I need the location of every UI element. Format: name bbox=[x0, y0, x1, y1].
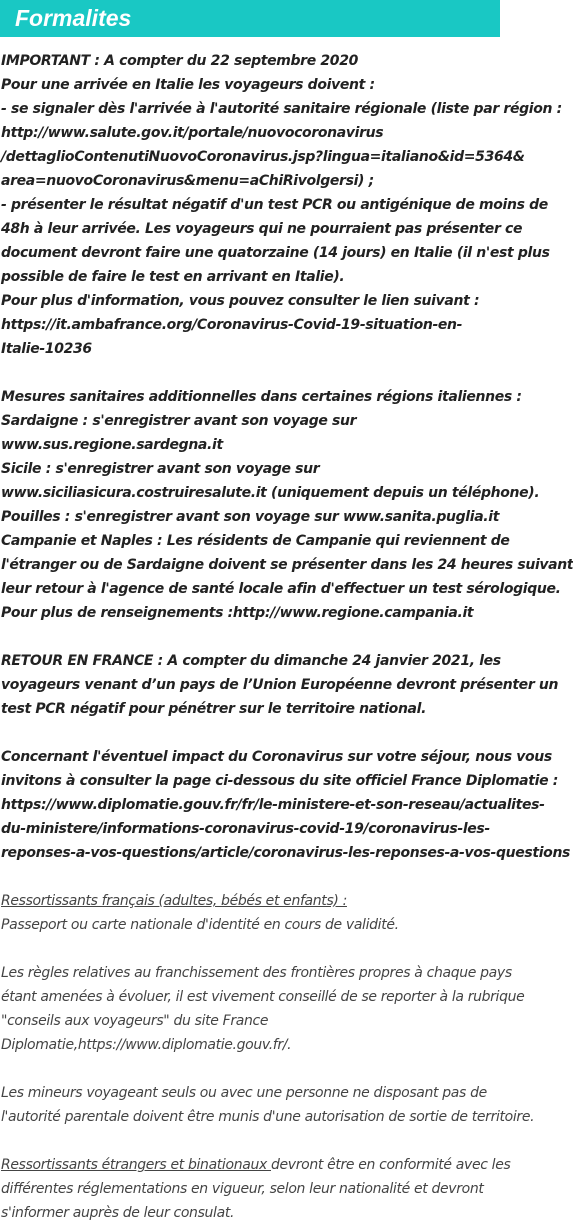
text-line: Mesures sanitaires additionnelles dans certaines régions italiennes : bbox=[1, 389, 522, 405]
french-nationals-block bbox=[1, 889, 500, 937]
text-line: l'autorité parentale doivent être munis d'une autorisation de sortie de territoire. bbox=[1, 1109, 535, 1125]
text-line: Diplomatie,https://www.diplomatie.gouv.fr/. bbox=[1, 1037, 292, 1053]
text-line: Sardaigne : s'enregistrer avant son voyage sur bbox=[1, 413, 357, 429]
spacer bbox=[1, 721, 500, 745]
text-line: l'étranger ou de Sardaigne doivent se présenter dans les 24 heures suivant bbox=[1, 557, 573, 573]
text-line: étant amenées à évoluer, il est vivement conseillé de se reporter à la rubrique bbox=[1, 989, 525, 1005]
section-title: Formalites bbox=[15, 5, 132, 31]
minors-block bbox=[1, 1081, 535, 1129]
text-line: voyageurs venant d’un pays de l’Union Européenne devront présenter un bbox=[1, 677, 559, 693]
text-line: Pour une arrivée en Italie les voyageurs doivent : bbox=[1, 77, 375, 93]
text-line: Italie-10236 bbox=[1, 341, 92, 357]
text-line: 48h à leur arrivée. Les voyageurs qui ne pourraient pas présenter ce bbox=[1, 221, 523, 237]
text-line: Pour plus de renseignements :http://www.regione.campania.it bbox=[1, 605, 474, 621]
text-line: Concernant l'éventuel impact du Coronavirus sur votre séjour, nous vous bbox=[1, 749, 552, 765]
text-line: - se signaler dès l'arrivée à l'autorité sanitaire régionale (liste par région : bbox=[1, 101, 562, 117]
foreign-nationals-heading: Ressortissants étrangers et binationaux bbox=[1, 1157, 271, 1173]
text-line: Pour plus d'information, vous pouvez consulter le lien suivant : bbox=[1, 293, 480, 309]
text-line: http://www.salute.gov.it/portale/nuovocoronavirus bbox=[1, 125, 384, 141]
text-line: invitons à consulter la page ci-dessous du site officiel France Diplomatie : bbox=[1, 773, 558, 789]
text-line: reponses-a-vos-questions/article/coronavirus-les-reponses-a-vos-questions bbox=[1, 845, 571, 861]
french-nationals-heading: Ressortissants français (adultes, bébés et enfants) : bbox=[1, 893, 347, 909]
text-line: document devront faire une quatorzaine (14 jours) en Italie (il n'est plus bbox=[1, 245, 550, 261]
border-rules-block bbox=[1, 961, 525, 1057]
spacer bbox=[1, 865, 500, 889]
text-line: /dettaglioContenutiNuovoCoronavirus.jsp?lingua=italiano&id=5364& bbox=[1, 149, 525, 165]
text-line: test PCR négatif pour pénétrer sur le territoire national. bbox=[1, 701, 427, 717]
return-france-block bbox=[1, 649, 559, 721]
text-line bbox=[1, 1153, 511, 1177]
text-line: possible de faire le test en arrivant en Italie). bbox=[1, 269, 345, 285]
text-line: Campanie et Naples : Les résidents de Campanie qui reviennent de bbox=[1, 533, 510, 549]
text-line: https://it.ambafrance.org/Coronavirus-Covid-19-situation-en- bbox=[1, 317, 463, 333]
foreign-nationals-block bbox=[1, 1153, 511, 1225]
spacer bbox=[1, 625, 500, 649]
italy-entry-block bbox=[1, 49, 562, 361]
text-line: Les règles relatives au franchissement des frontières propres à chaque pays bbox=[1, 965, 512, 981]
text-line: - présenter le résultat négatif d'un test PCR ou antigénique de moins de bbox=[1, 197, 548, 213]
text-line: du-ministere/informations-coronavirus-covid-19/coronavirus-les- bbox=[1, 821, 490, 837]
coronavirus-impact-block bbox=[1, 745, 571, 865]
text-line: différentes réglementations en vigueur, selon leur nationalité et devront bbox=[1, 1181, 484, 1197]
text-line: Pouilles : s'enregistrer avant son voyage sur www.sanita.puglia.it bbox=[1, 509, 500, 525]
spacer bbox=[1, 1129, 500, 1153]
text-line: Les mineurs voyageant seuls ou avec une personne ne disposant pas de bbox=[1, 1085, 487, 1101]
text-line: Passeport ou carte nationale d'identité en cours de validité. bbox=[1, 917, 399, 933]
text-line: leur retour à l'agence de santé locale afin d'effectuer un test sérologique. bbox=[1, 581, 561, 597]
formalities-content bbox=[0, 37, 573, 1225]
text-line: RETOUR EN FRANCE : A compter du dimanche 24 janvier 2021, les bbox=[1, 653, 501, 669]
text-line: Sicile : s'enregistrer avant son voyage sur bbox=[1, 461, 320, 477]
text-line: s'informer auprès de leur consulat. bbox=[1, 1205, 235, 1221]
text-line: www.siciliasicura.costruiresalute.it (uniquement depuis un téléphone). bbox=[1, 485, 540, 501]
regional-measures-block bbox=[1, 385, 573, 625]
text-line: https://www.diplomatie.gouv.fr/fr/le-ministere-et-son-reseau/actualites- bbox=[1, 797, 545, 813]
text-fragment: devront être en conformité avec les bbox=[271, 1157, 511, 1173]
spacer bbox=[1, 361, 500, 385]
section-header bbox=[0, 0, 500, 37]
text-line: area=nuovoCoronavirus&menu=aChiRivolgersi) ; bbox=[1, 173, 374, 189]
spacer bbox=[1, 937, 500, 961]
text-line: IMPORTANT : A compter du 22 septembre 2020 bbox=[1, 53, 358, 69]
spacer bbox=[1, 1057, 500, 1081]
text-line: www.sus.regione.sardegna.it bbox=[1, 437, 223, 453]
text-line: "conseils aux voyageurs" du site France bbox=[1, 1013, 269, 1029]
